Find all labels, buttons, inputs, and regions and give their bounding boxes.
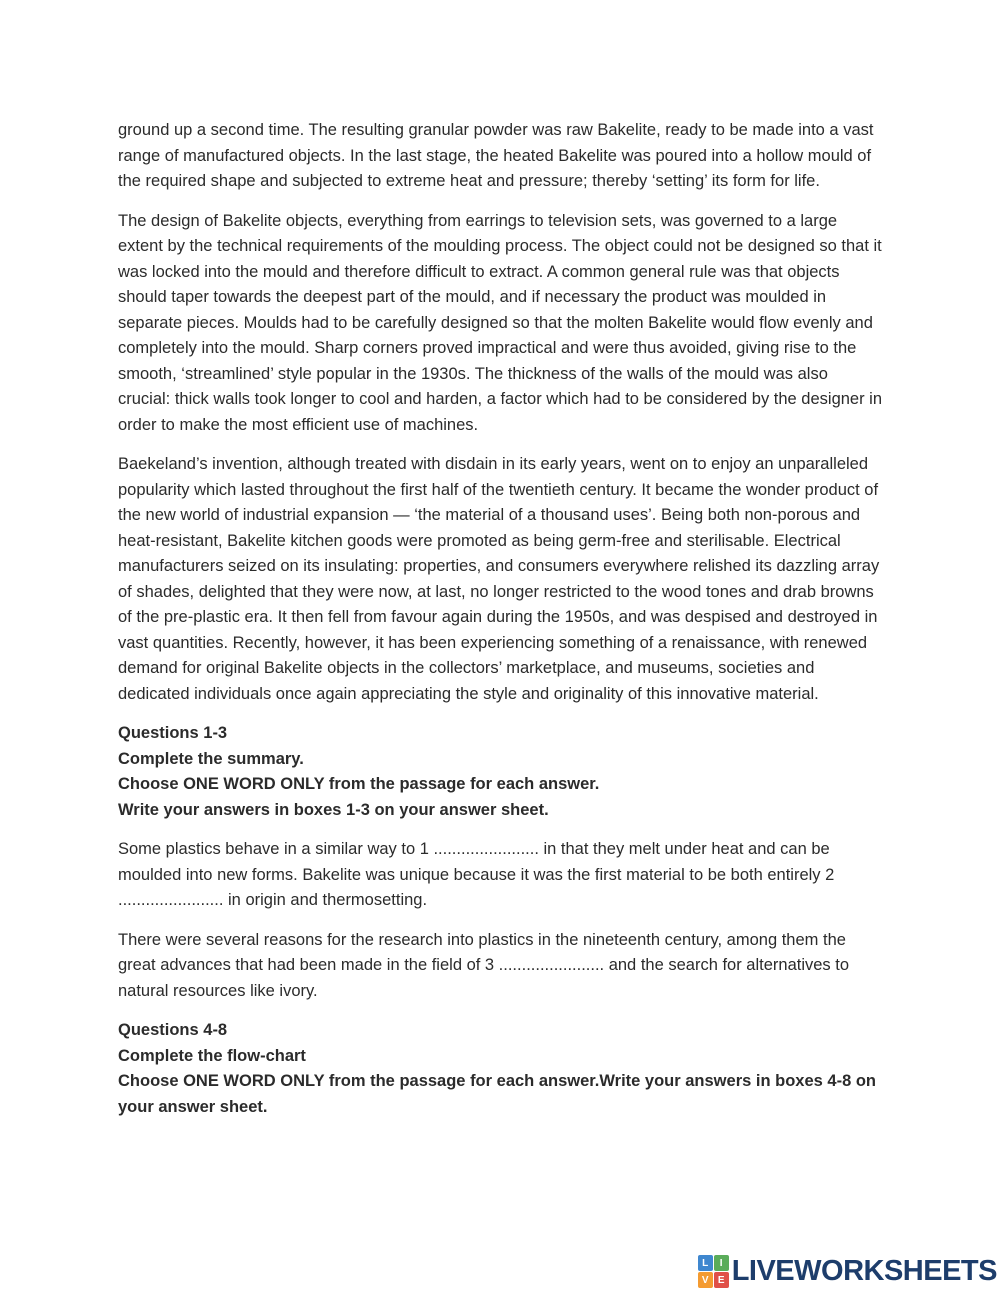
liveworksheets-logo (698, 1255, 997, 1288)
passage-paragraph-1: ground up a second time. The resulting granular powder was raw Bakelite, ready to be made into a vast range of manufactured objects. In the last stage, the heated Bakelite was poured into a hollow mould of the required shape and subjected to extreme heat and pressure; thereby ‘setting’ its form for life. (118, 121, 874, 190)
questions-1-3-header (118, 721, 883, 823)
questions-4-8-instruction-1: Complete the flow-chart (118, 1046, 306, 1065)
logo-letter-l: L (698, 1255, 713, 1271)
logo-letter-e: E (714, 1272, 729, 1288)
questions-4-8-header (118, 1018, 883, 1120)
questions-1-3-instruction-3: Write your answers in boxes 1-3 on your answer sheet. (118, 800, 549, 819)
questions-4-8-title: Questions 4-8 (118, 1021, 228, 1039)
logo-letter-v: V (698, 1272, 713, 1288)
passage-paragraph-3: Baekeland’s invention, although treated with disdain in its early years, went on to enjoy an unparalleled popularity which lasted throughout the first half of the twentieth century. It became the wonder product of the new world of industrial expansion — ‘the material of a thousand uses’. Being both non-porous and heat-resistant, Bakelite kitchen goods were promoted as being germ-free and sterilisable. Electrical manufacturers seized on its insulating: properties, and consumers everywhere relished its dazzling array of shades, delighted that they were now, at last, no longer restricted to the wood tones and drab browns of the pre-plastic era. It then fell from favour again during the 1950s, and was despised and destroyed in vast quantities. Recently, however, it has been experiencing something of a renaissance, with renewed demand for original Bakelite objects in the collectors’ marketplace, and museums, societies and dedicated individuals once again appreciating the style and originality of this innovative material. (118, 455, 880, 703)
logo-letter-i: I (714, 1255, 729, 1271)
liveworksheets-logo-icon (698, 1255, 729, 1288)
liveworksheets-wordmark: LIVEWORKSHEETS (731, 1255, 997, 1287)
questions-4-8-instruction-2: Choose ONE WORD ONLY from the passage for each answer.Write your answers in boxes 4-8 on your answer sheet. (118, 1072, 876, 1116)
summary-paragraph-2: There were several reasons for the research into plastics in the nineteenth century, among them the great advances that had been made in the field of 3 ....................... and the search for alternatives to natural resources like ivory. (118, 930, 850, 1000)
summary-paragraph-1: Some plastics behave in a similar way to 1 ....................... in that they melt under heat and can be moulded into new forms. Bakelite was unique because it was the first material to be both entirely 2 ....................... in origin and thermosetting. (118, 840, 835, 909)
questions-1-3-instruction-2: Choose ONE WORD ONLY from the passage for each answer. (118, 775, 600, 793)
questions-1-3-instruction-1: Complete the summary. (118, 749, 304, 768)
passage-paragraph-2: The design of Bakelite objects, everything from earrings to television sets, was governed to a large extent by the technical requirements of the moulding process. The object could not be designed so that it was locked into the mould and therefore difficult to extract. A common general rule was that objects should taper towards the deepest part of the mould, and if necessary the product was moulded in separate pieces. Moulds had to be carefully designed so that the molten Bakelite would flow evenly and completely into the mould. Sharp corners proved impractical and were thus avoided, giving rise to the smooth, ‘streamlined’ style popular in the 1930s. The thickness of the walls of the mould was also crucial: thick walls took longer to cool and harden, a factor which had to be considered by the designer in order to make the most efficient use of machines. (118, 211, 883, 434)
questions-1-3-title: Questions 1-3 (118, 724, 228, 742)
